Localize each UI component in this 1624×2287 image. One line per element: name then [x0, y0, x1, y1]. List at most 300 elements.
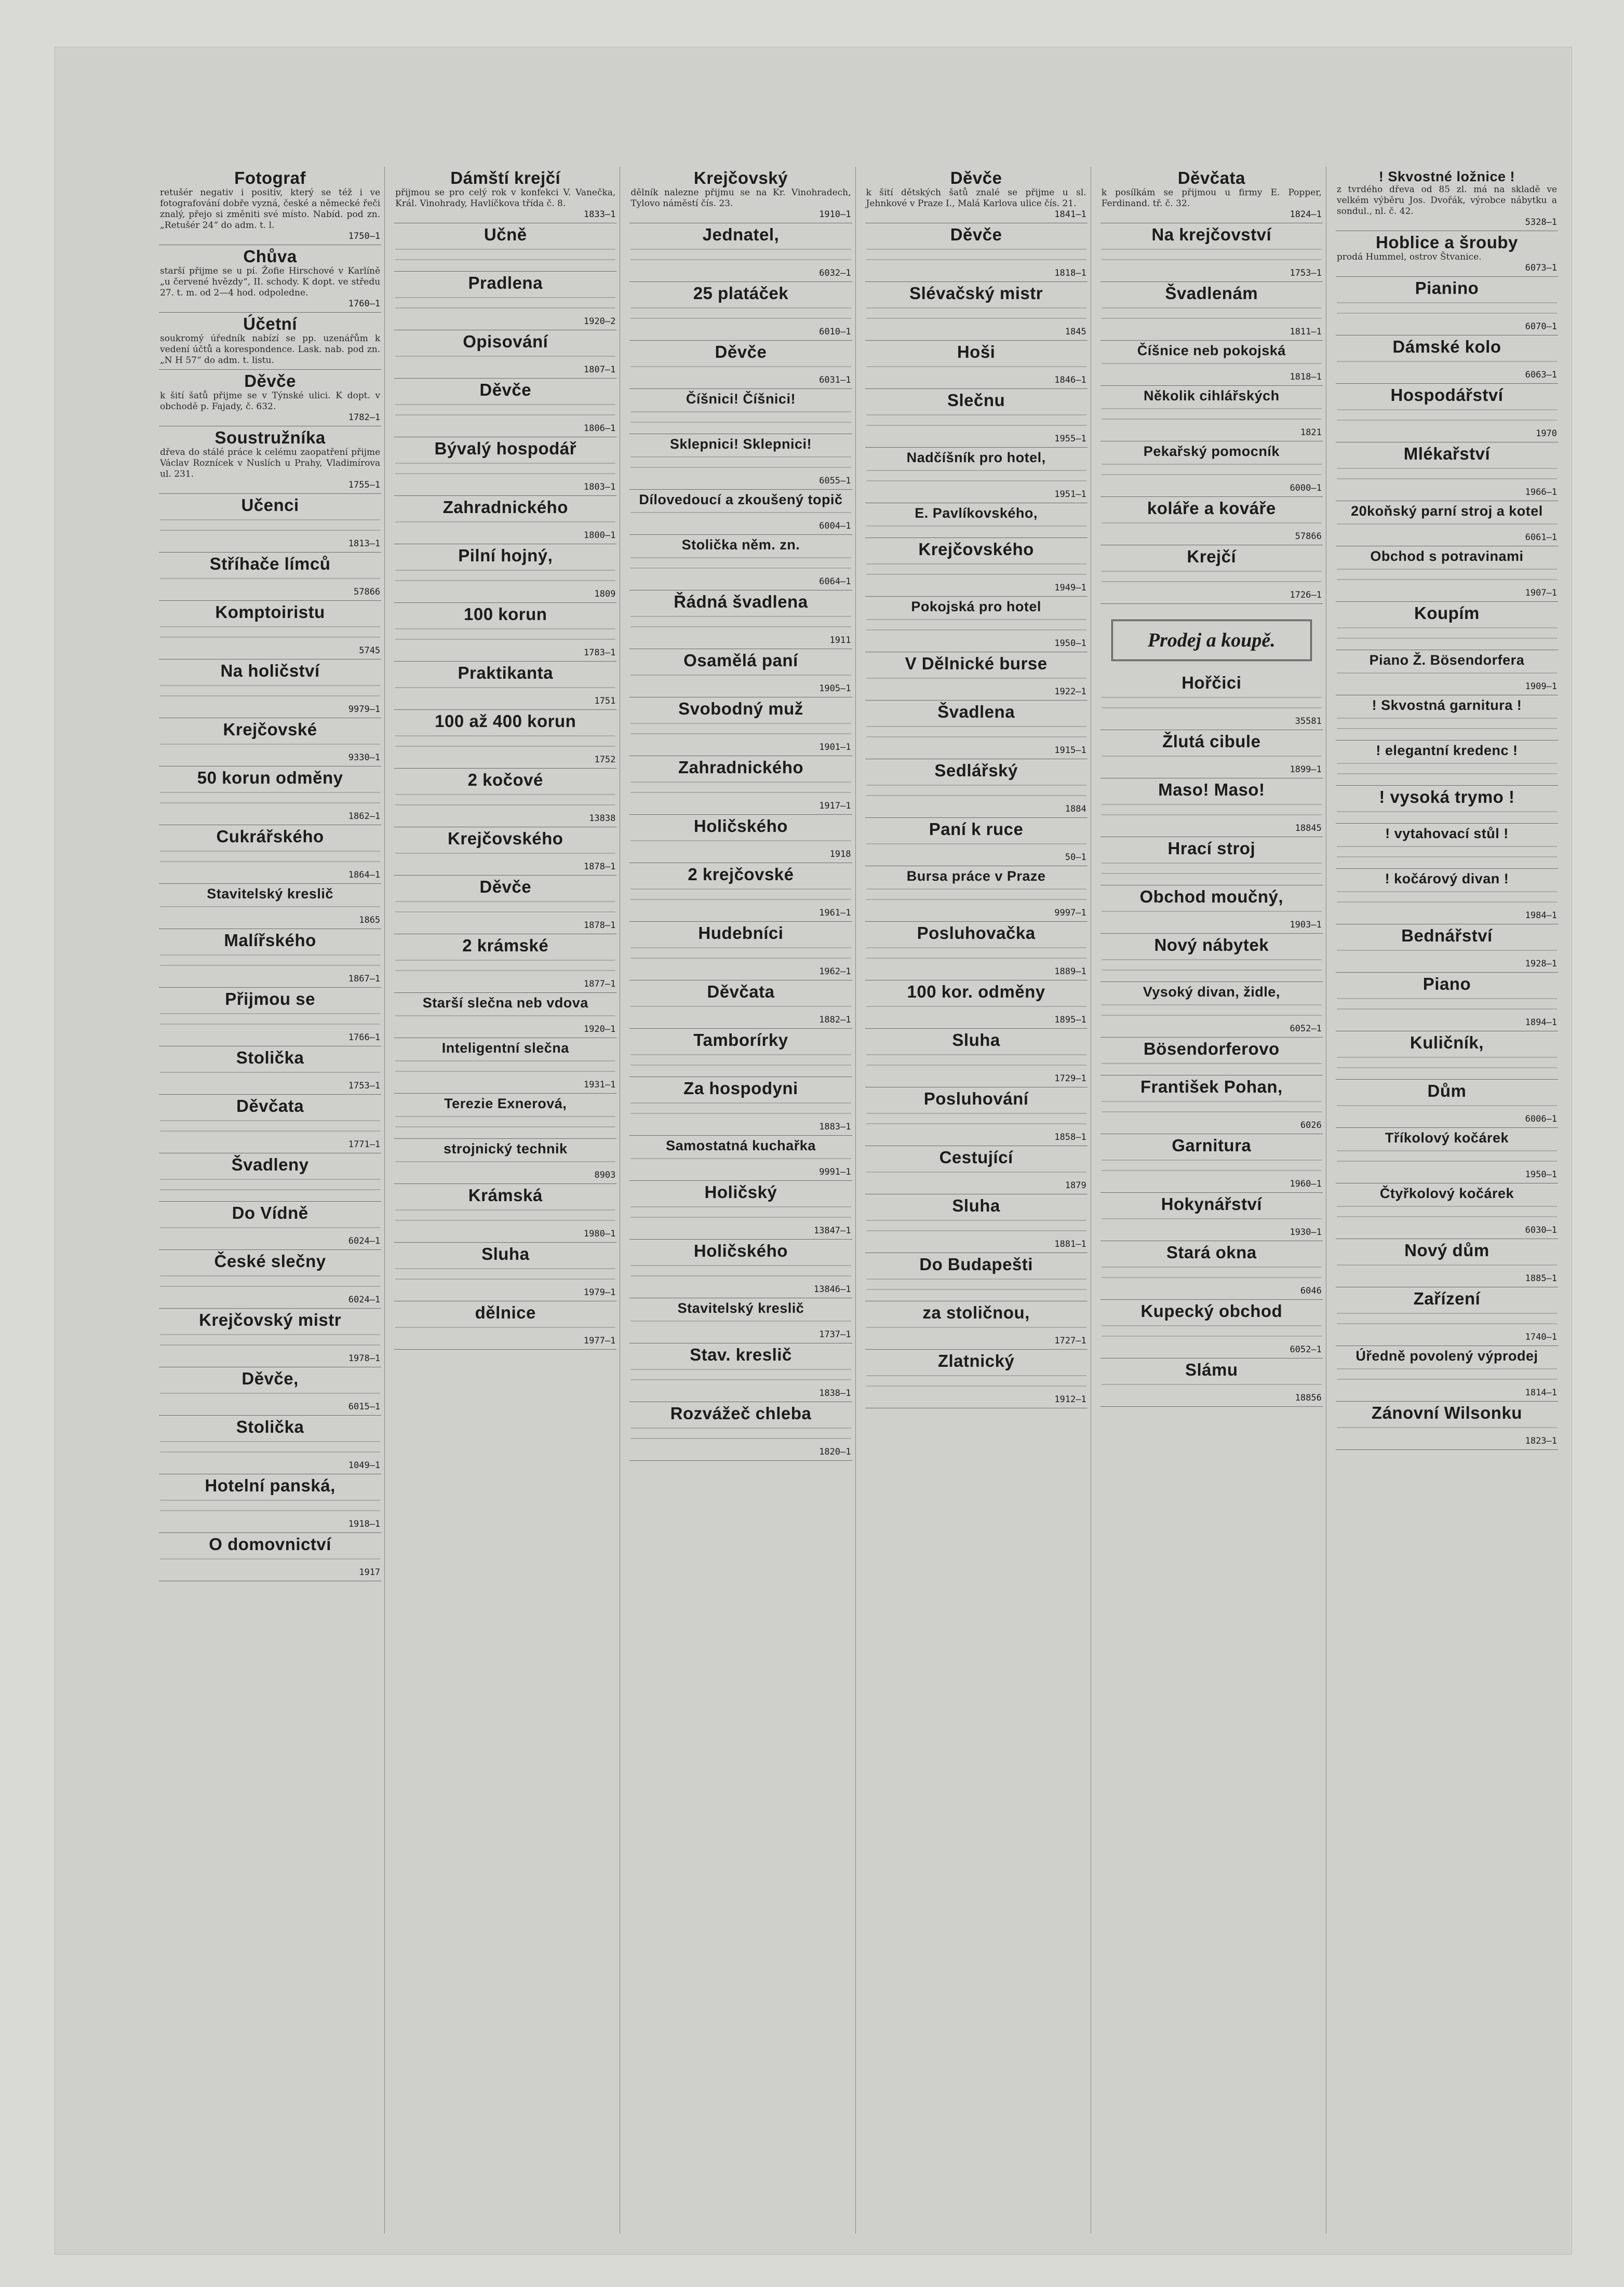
ad-heading: Hokynářství	[1161, 1194, 1262, 1214]
classified-ad	[1100, 497, 1323, 545]
ad-heading: František Pohan,	[1140, 1077, 1283, 1096]
ad-body-text-lines	[160, 1496, 380, 1519]
ad-heading: Krejčovského	[448, 829, 563, 848]
ad-body-text-lines	[866, 781, 1086, 804]
classified-ad	[1100, 1038, 1323, 1075]
ad-heading: Rozvážeč chleba	[670, 1404, 812, 1423]
ad-body: k šití šatů přijme se v Týnské ulici. K dopt. v obchodě p. Fajady, č. 632.	[160, 391, 381, 412]
classified-ad	[394, 769, 616, 827]
ad-body-text-lines	[395, 1012, 615, 1024]
ad-body-text-lines	[630, 304, 851, 327]
classified-ad	[394, 993, 616, 1038]
ad-heading: Garnitura	[1172, 1136, 1252, 1155]
ad-reference-number: 1782—1	[348, 412, 381, 423]
ad-heading: Stavitelský kreslič	[207, 886, 333, 902]
ad-reference-number: 1803—1	[583, 482, 616, 492]
ad-heading: Krejčovský	[693, 168, 788, 187]
classified-ad	[394, 1301, 616, 1350]
ad-heading: Stříhače límců	[209, 554, 331, 573]
ad-reference-number: 1910—1	[819, 209, 851, 220]
classified-column	[865, 167, 1091, 2234]
ad-reference-number: 6024—1	[348, 1236, 381, 1246]
ad-reference-number: 6004—1	[819, 521, 851, 531]
classified-ad	[865, 389, 1088, 448]
ad-body-text-lines	[395, 849, 615, 862]
ad-reference-number: 1865	[359, 915, 381, 925]
ad-heading: Čtyřkolový kočárek	[1379, 1186, 1514, 1201]
ad-body-text-lines	[1337, 1261, 1557, 1273]
ad-body-text-lines	[395, 897, 615, 920]
ad-heading: Na holičství	[220, 661, 320, 680]
ad-heading: 2 krejčovské	[688, 865, 794, 884]
ad-body-text-lines	[1102, 1322, 1322, 1344]
ad-body-text-lines	[630, 671, 851, 683]
ad-reference-number: 1818—1	[1054, 268, 1086, 278]
ad-body-text-lines	[866, 560, 1086, 583]
ad-body-text-lines	[1102, 1059, 1322, 1072]
classified-ad	[629, 815, 852, 863]
ad-heading: ! Skvostné ložnice !	[1378, 169, 1515, 184]
ad-reference-number: 6070—1	[1525, 321, 1558, 332]
classified-ad	[629, 697, 852, 756]
ad-reference-number: 1841—1	[1054, 209, 1086, 220]
ad-reference-number: 1877—1	[583, 979, 616, 989]
ad-heading: Hoblice a šrouby	[1375, 233, 1518, 252]
ad-heading: Hrací stroj	[1167, 839, 1256, 858]
ad-body-text-lines	[160, 623, 380, 645]
ad-reference-number: 1960—1	[1290, 1179, 1322, 1189]
ad-body-text-lines	[160, 1555, 380, 1567]
ad-body-text-lines	[1337, 1365, 1557, 1388]
ad-reference-number: 6000—1	[1290, 483, 1322, 493]
ad-reference-number: 1979—1	[583, 1287, 616, 1298]
ad-heading: Do Budapešti	[919, 1255, 1033, 1274]
ad-body-text-lines	[866, 362, 1086, 375]
classified-ad	[394, 496, 616, 544]
ad-body-text-lines	[395, 625, 615, 648]
ad-heading: Slámu	[1185, 1360, 1238, 1379]
classified-ad	[159, 884, 381, 929]
ad-body-text-lines	[866, 1275, 1086, 1298]
ad-reference-number: 9979—1	[348, 704, 381, 715]
classified-column	[629, 167, 855, 2234]
classified-ad	[865, 866, 1088, 922]
classified-column	[394, 167, 620, 2234]
ad-heading: Zahradnického	[678, 758, 804, 777]
ad-body-text-lines	[1102, 460, 1322, 483]
ad-reference-number: 1884	[1065, 804, 1086, 814]
classified-ad	[394, 603, 616, 662]
ad-heading: Nadčíšník pro hotel,	[906, 450, 1046, 465]
classified-ad	[1100, 982, 1323, 1038]
ad-heading: Kupecký obchod	[1140, 1301, 1283, 1321]
classified-ad	[1336, 1402, 1558, 1450]
ad-heading: Žlutá cibule	[1162, 732, 1261, 751]
ad-body-text-lines	[866, 411, 1086, 434]
ad-heading: Zánovní Wilsonku	[1371, 1403, 1522, 1422]
ad-heading: Chůva	[243, 247, 297, 266]
ad-body-text-lines	[1337, 464, 1557, 487]
ad-heading: Dámští krejčí	[450, 168, 561, 187]
ad-body-text-lines	[1337, 1202, 1557, 1225]
ad-heading: Krejčovského	[918, 540, 1034, 559]
ad-reference-number: 1955—1	[1054, 434, 1086, 444]
ad-reference-number: 1751	[594, 696, 616, 706]
ad-reference-number: 1821	[1300, 427, 1322, 438]
ad-reference-number: 13846—1	[813, 1284, 851, 1295]
classified-ad	[1336, 1128, 1558, 1183]
ad-reference-number: 1949—1	[1054, 583, 1086, 593]
ad-reference-number: 1867—1	[348, 974, 381, 984]
ad-reference-number: 5328—1	[1525, 217, 1558, 227]
classified-ad	[1336, 924, 1558, 973]
ad-body-text-lines	[630, 1099, 851, 1122]
ad-heading: Kuličník,	[1410, 1033, 1484, 1052]
ad-heading: České slečny	[214, 1252, 326, 1271]
ad-heading: Děvčata	[1177, 168, 1245, 187]
classified-ad	[394, 1184, 616, 1243]
classified-ad	[1336, 741, 1558, 786]
classified-ad	[629, 980, 852, 1029]
ad-body-text-lines	[395, 245, 615, 268]
ad-body-text-lines	[630, 612, 851, 635]
ad-reference-number: 1806—1	[583, 423, 616, 434]
ad-body-text-lines	[630, 1424, 851, 1447]
ad-reference-number: 1727—1	[1054, 1336, 1086, 1346]
ad-heading: Bednářství	[1401, 926, 1493, 945]
ad-body-text-lines	[1102, 405, 1322, 427]
classified-ad	[629, 922, 852, 980]
ad-reference-number: 1951—1	[1054, 489, 1086, 500]
ad-reference-number: 1824—1	[1290, 209, 1322, 220]
classified-ad	[629, 1298, 852, 1343]
ad-body-text-lines	[866, 944, 1086, 966]
ad-heading: Hoši	[957, 342, 996, 361]
ad-heading: Osamělá paní	[683, 651, 798, 670]
classified-column	[1336, 167, 1561, 2234]
ad-heading: Několik cihlářských	[1143, 388, 1280, 403]
ad-heading: Hořčici	[1182, 673, 1242, 692]
ad-heading: Bursa práce v Praze	[906, 868, 1046, 884]
ad-body-text-lines	[1337, 299, 1557, 321]
classified-ad	[394, 1038, 616, 1094]
ad-heading: Hudebníci	[698, 923, 784, 943]
ad-heading: Hotelní panská,	[205, 1476, 335, 1495]
classified-ad	[1336, 231, 1558, 277]
ad-body-text-lines	[1337, 946, 1557, 959]
ad-body-text-lines	[395, 1206, 615, 1229]
classified-ad	[159, 1202, 381, 1250]
ad-reference-number: 6015—1	[348, 1402, 381, 1412]
ad-reference-number: 1753—1	[348, 1081, 381, 1091]
ad-heading: Holičský	[704, 1182, 777, 1202]
ad-heading: Tříkolový kočárek	[1385, 1130, 1509, 1146]
ad-heading: Koupím	[1414, 603, 1480, 623]
ad-body-text-lines	[160, 1272, 380, 1295]
ad-body-text-lines	[866, 522, 1086, 534]
ad-heading: Opisování	[463, 332, 548, 351]
classified-ad	[1100, 386, 1323, 441]
section-banner: Prodej a koupě.	[1111, 620, 1312, 661]
ad-heading: 100 korun	[464, 604, 547, 624]
ad-body-text-lines	[630, 885, 851, 908]
ad-reference-number: 9991—1	[819, 1167, 851, 1177]
ad-body-text-lines	[630, 1261, 851, 1284]
ad-reference-number: 1862—1	[348, 811, 381, 822]
classified-ad	[865, 223, 1088, 282]
ad-body-text-lines	[630, 408, 851, 431]
ad-heading: Za hospodyni	[683, 1079, 798, 1098]
classified-ad	[159, 1046, 381, 1095]
classified-ad	[1100, 545, 1323, 604]
classified-ad	[1100, 223, 1323, 282]
ad-body-text-lines	[1337, 887, 1557, 910]
ad-body-text-lines	[630, 1317, 851, 1329]
classified-ad	[1336, 973, 1558, 1031]
classified-ad	[159, 1309, 381, 1367]
ad-body-text-lines	[866, 245, 1086, 268]
ad-reference-number: 13847—1	[813, 1226, 851, 1236]
ad-heading: Švadlenám	[1165, 284, 1258, 303]
ad-body-text-lines	[1102, 567, 1322, 590]
classified-ad	[159, 494, 381, 553]
ad-body-text-lines	[1102, 1156, 1322, 1179]
ad-body-text-lines	[1337, 842, 1557, 865]
classified-ad	[629, 590, 852, 649]
classified-ad	[159, 1095, 381, 1153]
ad-heading: 2 kočové	[467, 770, 543, 789]
ad-heading: Dům	[1427, 1081, 1467, 1100]
ad-heading: Praktikanta	[458, 663, 553, 682]
classified-ad	[159, 167, 381, 245]
classified-ad	[865, 980, 1088, 1029]
ad-reference-number: 1984—1	[1525, 910, 1558, 921]
classified-ad	[1336, 1346, 1558, 1402]
ad-reference-number: 1755—1	[348, 480, 381, 490]
classified-ad	[865, 818, 1088, 866]
classified-ad	[159, 426, 381, 494]
classified-ad	[1100, 341, 1323, 386]
ad-reference-number: 1811—1	[1290, 327, 1322, 337]
ad-reference-number: 6026	[1300, 1120, 1322, 1131]
ad-body-text-lines	[1337, 520, 1557, 532]
classified-ad	[159, 988, 381, 1046]
ad-reference-number: 6052—1	[1290, 1344, 1322, 1355]
ad-reference-number: 6055—1	[819, 476, 851, 486]
classified-ad	[629, 223, 852, 282]
ad-reference-number: 6006—1	[1525, 1114, 1558, 1124]
ad-heading: E. Pavlíkovského,	[915, 505, 1038, 521]
classified-ad	[1100, 1075, 1323, 1134]
ad-heading: 2 krámské	[462, 936, 549, 955]
ad-reference-number: 1813—1	[348, 539, 381, 549]
ad-reference-number: 1740—1	[1525, 1332, 1558, 1342]
classified-ad	[865, 701, 1088, 759]
ad-reference-number: 1760—1	[348, 299, 381, 309]
ad-body-text-lines	[1337, 357, 1557, 370]
ad-reference-number: 5745	[359, 645, 381, 656]
ad-heading: Švadleny	[231, 1155, 309, 1174]
ad-body-text-lines	[160, 903, 380, 915]
ad-heading: ! elegantní kredenc !	[1376, 743, 1518, 758]
classified-ad	[1336, 384, 1558, 442]
ad-reference-number: 1726—1	[1290, 590, 1322, 600]
ad-heading: Pianino	[1415, 278, 1479, 298]
ad-reference-number: 1977—1	[583, 1336, 616, 1346]
classified-ad	[865, 282, 1088, 341]
ad-heading: Krejčovský mistr	[199, 1310, 342, 1329]
ad-body-text-lines	[1102, 800, 1322, 823]
ad-body-text-lines	[630, 719, 851, 742]
classified-ad	[159, 601, 381, 660]
ad-body-text-lines	[866, 1002, 1086, 1015]
ad-body: k šití dětských šatů znalé se přijme u sl. Jehnkové v Praze I., Malá Karlova ulice čís. 21.	[866, 187, 1086, 209]
classified-ad	[629, 1077, 852, 1136]
ad-body-text-lines	[395, 566, 615, 589]
classified-ad	[159, 1367, 381, 1416]
classified-ad	[394, 1243, 616, 1301]
ad-reference-number: 6063—1	[1525, 370, 1558, 380]
ad-reference-number: 1922—1	[1054, 687, 1086, 697]
ad-reference-number: 1858—1	[1054, 1132, 1086, 1142]
ad-heading: Sluha	[952, 1196, 1000, 1215]
ad-body-text-lines	[395, 790, 615, 813]
ad-heading: Sedlářský	[934, 761, 1018, 780]
ad-heading: Řádná švadlena	[674, 592, 808, 611]
ad-heading: Učenci	[241, 495, 299, 515]
ad-heading: Pekařský pomocník	[1143, 443, 1280, 459]
ad-body-text-lines	[395, 1057, 615, 1080]
ad-heading: Terezie Exnerová,	[444, 1096, 567, 1111]
ad-body-text-lines	[160, 1437, 380, 1460]
ad-reference-number: 1899—1	[1290, 764, 1322, 775]
classified-ad	[159, 553, 381, 601]
classified-ad	[1336, 546, 1558, 602]
ad-body: starší přijme se u pí. Žofie Hirschové v Karlíně „u červené hvězdy“, II. schody. K dopt. ve středu 27. t. m. od 2—4 hod. odpoledne.	[160, 266, 381, 298]
ad-heading: Děvče	[950, 168, 1002, 187]
ad-heading: Stolička něm. zn.	[681, 537, 800, 553]
ad-body-text-lines	[1102, 519, 1322, 531]
ad-reference-number: 1881—1	[1054, 1239, 1086, 1249]
classified-ad	[1100, 167, 1323, 223]
ad-heading: Hospodářství	[1390, 385, 1504, 405]
ad-reference-number: 6052—1	[1290, 1024, 1322, 1034]
classified-ad	[1336, 602, 1558, 650]
classified-ad	[629, 389, 852, 434]
ad-heading: Vysoký divan, židle,	[1143, 984, 1280, 1000]
classified-ad	[1336, 501, 1558, 546]
ad-body: retušér negativ i positiv, který se též i ve fotografování dobře vyzná, české a německé řeči znalý, přejo si změniti své místo. Nabíd. pod zn. „Retušér 24“ do adm. t. l.	[160, 187, 381, 231]
classified-ad	[394, 223, 616, 272]
ad-heading: 50 korun odměny	[197, 768, 343, 787]
ad-heading: Stolička	[236, 1417, 304, 1436]
ad-reference-number: 18845	[1295, 823, 1322, 833]
ad-body-text-lines	[1102, 1097, 1322, 1120]
classified-ad	[1336, 869, 1558, 924]
ad-heading: Tamborírky	[693, 1030, 788, 1050]
ad-body-text-lines	[630, 1203, 851, 1226]
ad-reference-number: 9330—1	[348, 752, 381, 763]
ad-body-text-lines	[630, 508, 851, 521]
ad-heading: Posluhovačka	[917, 923, 1036, 943]
classified-ad	[865, 448, 1088, 503]
ad-reference-number: 1907—1	[1525, 588, 1558, 598]
ad-body-text-lines	[395, 352, 615, 365]
ad-reference-number: 6024—1	[348, 1295, 381, 1305]
classified-ad	[394, 167, 616, 223]
classified-ad	[1336, 786, 1558, 824]
ad-heading: Obchod moučný,	[1139, 887, 1284, 906]
ad-reference-number: 6046	[1300, 1286, 1322, 1296]
ad-body-text-lines	[630, 554, 851, 576]
ad-reference-number: 57866	[353, 587, 381, 597]
classified-ad	[1336, 1239, 1558, 1287]
ad-body-text-lines	[866, 840, 1086, 852]
ad-reference-number: 1978—1	[348, 1353, 381, 1364]
ad-body-text-lines	[160, 951, 380, 974]
ad-heading: Dámské kolo	[1392, 337, 1501, 356]
ad-heading: 100 kor. odměny	[907, 982, 1045, 1001]
ad-reference-number: 1753—1	[1290, 268, 1322, 278]
ad-reference-number: 1915—1	[1054, 745, 1086, 756]
ad-reference-number: 1928—1	[1525, 959, 1558, 969]
ad-body-text-lines	[160, 788, 380, 811]
ad-reference-number: 6031—1	[819, 375, 851, 385]
ad-body-text-lines	[1102, 359, 1322, 372]
ad-reference-number: 1970	[1536, 428, 1558, 439]
ad-body-text-lines	[866, 1168, 1086, 1180]
classified-ad	[629, 535, 852, 590]
ad-body-text-lines	[630, 362, 851, 375]
ad-reference-number: 1905—1	[819, 683, 851, 694]
ad-heading: ! vysoká trymo !	[1379, 787, 1515, 806]
ad-body-text-lines	[1337, 1147, 1557, 1169]
ad-heading: Děvče,	[241, 1369, 299, 1388]
ad-body-text-lines	[866, 674, 1086, 687]
ad-body-text-lines	[1102, 1263, 1322, 1286]
classified-ad	[394, 330, 616, 379]
classified-ad	[629, 490, 852, 535]
ad-heading: Jednatel,	[702, 225, 780, 244]
ad-heading: Děvče	[715, 342, 767, 361]
ad-body-text-lines	[1102, 245, 1322, 268]
ad-heading: O domovnictví	[209, 1535, 331, 1554]
ad-body-text-lines	[395, 732, 615, 755]
ad-body-text-lines	[630, 453, 851, 476]
ad-reference-number: 1766—1	[348, 1032, 381, 1043]
ad-heading: Číšnice neb pokojská	[1137, 343, 1286, 358]
ad-body-text-lines	[395, 459, 615, 482]
ad-heading: dělnice	[475, 1303, 536, 1322]
ad-reference-number: 1962—1	[819, 966, 851, 977]
ad-heading: Nový nábytek	[1154, 935, 1269, 954]
ad-heading: ! Skvostná garnitura !	[1372, 697, 1522, 713]
ad-reference-number: 1950—1	[1054, 638, 1086, 649]
classified-ad	[394, 934, 616, 993]
ad-body-text-lines	[866, 722, 1086, 745]
classified-ad	[1336, 824, 1558, 869]
classified-ad	[1336, 1183, 1558, 1239]
ad-reference-number: 1931—1	[583, 1080, 616, 1090]
ad-body-text-lines	[160, 516, 380, 539]
ad-body-text-lines	[1337, 406, 1557, 428]
ad-reference-number: 1823—1	[1525, 1436, 1558, 1446]
ad-body-text-lines	[395, 293, 615, 316]
newspaper-page	[55, 47, 1572, 2255]
ad-body-text-lines	[160, 740, 380, 752]
classified-ad	[159, 1416, 381, 1474]
ad-reference-number: 1752	[594, 755, 616, 765]
